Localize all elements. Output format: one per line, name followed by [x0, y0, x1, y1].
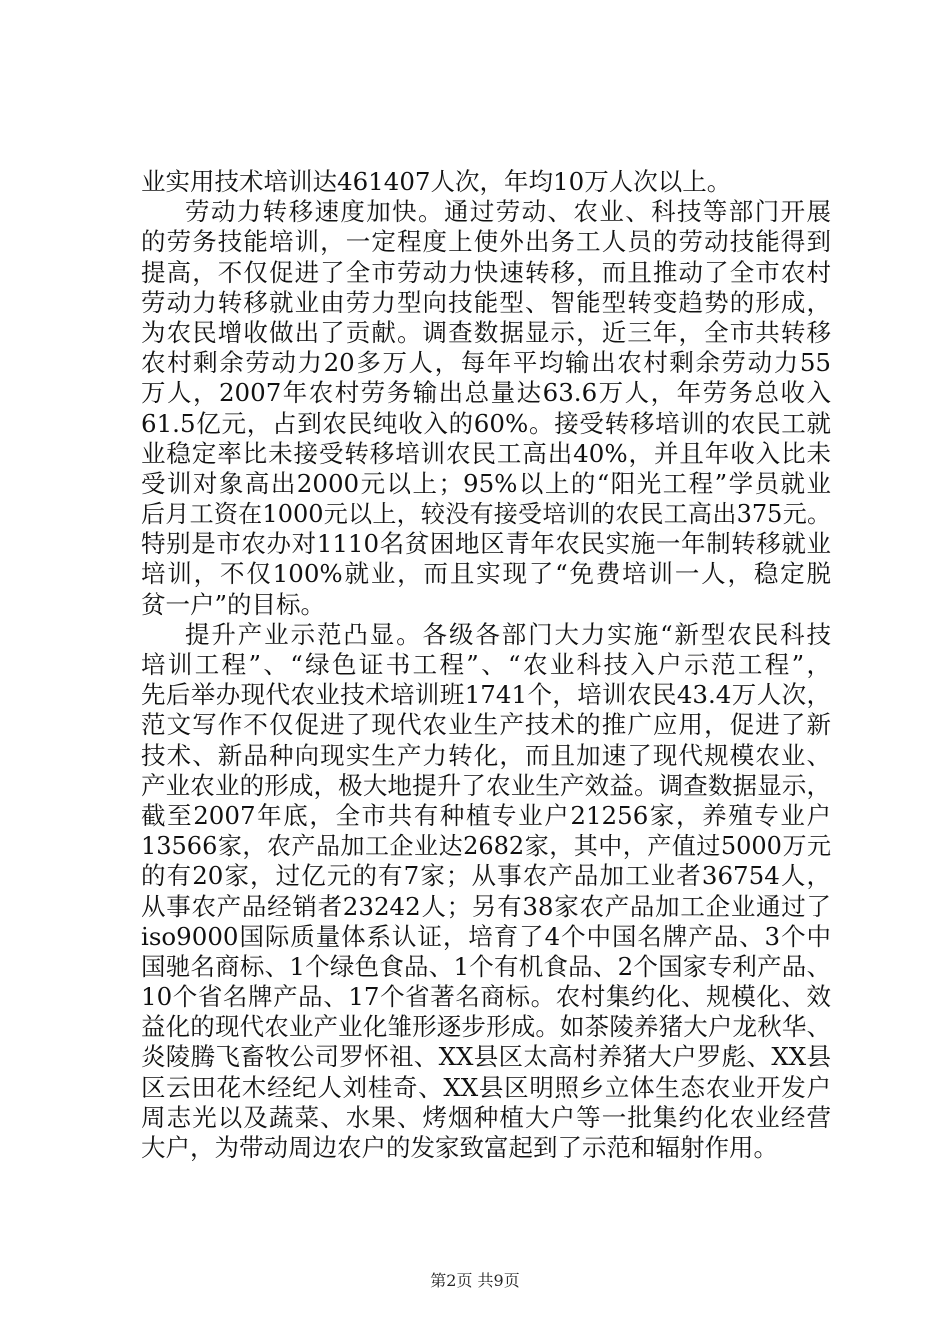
page-number-footer: 第2页 共9页 — [430, 1271, 520, 1290]
body-text-line: 周志光以及蔬菜、水果、烤烟种植大户等一批集约化农业经营 — [141, 1102, 831, 1132]
body-text-line: iso9000国际质量体系认证，培育了4个中国名牌产品、3个中 — [141, 921, 831, 951]
body-text-line: 产业农业的形成，极大地提升了农业生产效益。调查数据显示， — [141, 770, 831, 800]
body-text-line: 万人，2007年农村劳务输出总量达63.6万人，年劳务总收入 — [141, 378, 831, 408]
document-body — [141, 167, 831, 1163]
body-text-line: 特别是市农办对1110名贫困地区青年农民实施一年制转移就业 — [141, 529, 831, 559]
body-text-line: 后月工资在1000元以上，较没有接受培训的农民工高出375元。 — [141, 500, 831, 529]
body-text-line: 区云田花木经纪人刘桂奇、XX县区明照乡立体生态农业开发户 — [141, 1072, 831, 1102]
body-text-line: 提升产业示范凸显。各级各部门大力实施“新型农民科技 — [185, 619, 831, 649]
body-text-line: 培训，不仅100%就业，而且实现了“免费培训一人，稳定脱 — [141, 559, 831, 589]
body-text-line: 技术、新品种向现实生产力转化，而且加速了现代规模农业、 — [141, 740, 831, 770]
body-text-line: 先后举办现代农业技术培训班1741个，培训农民43.4万人次， — [141, 680, 831, 710]
body-text-line: 范文写作不仅促进了现代农业生产技术的推广应用，促进了新 — [141, 710, 831, 740]
body-text-line: 提高，不仅促进了全市劳动力快速转移，而且推动了全市农村 — [141, 257, 831, 287]
body-text-line: 从事农产品经销者23242人；另有38家农产品加工企业通过了 — [141, 891, 831, 921]
body-text-line: 益化的现代农业产业化雏形逐步形成。如茶陵养猪大户龙秋华、 — [141, 1012, 831, 1042]
body-text-line: 业稳定率比未接受转移培训农民工高出40%，并且年收入比未 — [141, 438, 831, 468]
body-text-line: 培训工程”、“绿色证书工程”、“农业科技入户示范工程”， — [141, 650, 831, 679]
body-text-line: 61.5亿元，占到农民纯收入的60%。接受转移培训的农民工就 — [141, 408, 831, 438]
body-text-line: 13566家，农产品加工企业达2682家，其中，产值过5000万元 — [141, 832, 831, 861]
body-text-line: 劳动力转移速度加快。通过劳动、农业、科技等部门开展 — [185, 197, 831, 227]
body-text-line: 业实用技术培训达461407人次，年均10万人次以上。 — [141, 167, 732, 196]
body-text-line: 炎陵腾飞畜牧公司罗怀祖、XX县区太高村养猪大户罗彪、XX县 — [141, 1042, 831, 1072]
body-text-line: 的有20家，过亿元的有7家；从事农产品加工业者36754人， — [141, 861, 831, 891]
body-text-line: 10个省名牌产品、17个省著名商标。农村集约化、规模化、效 — [141, 982, 831, 1012]
body-text-line: 农村剩余劳动力20多万人，每年平均输出农村剩余劳动力55 — [141, 348, 831, 378]
body-text-line: 截至2007年底，全市共有种植专业户21256家，养殖专业户 — [141, 800, 831, 830]
body-text-line: 大户，为带动周边农户的发家致富起到了示范和辐射作用。 — [141, 1133, 778, 1162]
body-text-line: 国驰名商标、1个绿色食品、1个有机食品、2个国家专利产品、 — [141, 951, 831, 981]
body-text-line: 受训对象高出2000元以上；95%以上的“阳光工程”学员就业 — [141, 468, 831, 498]
body-text-line: 劳动力转移就业由劳力型向技能型、智能型转变趋势的形成， — [141, 287, 831, 317]
body-text-line: 为农民增收做出了贡献。调查数据显示，近三年，全市共转移 — [141, 317, 831, 347]
body-text-line: 贫一户”的目标。 — [141, 589, 326, 619]
body-text-line: 的劳务技能培训，一定程度上使外出务工人员的劳动技能得到 — [141, 227, 831, 257]
